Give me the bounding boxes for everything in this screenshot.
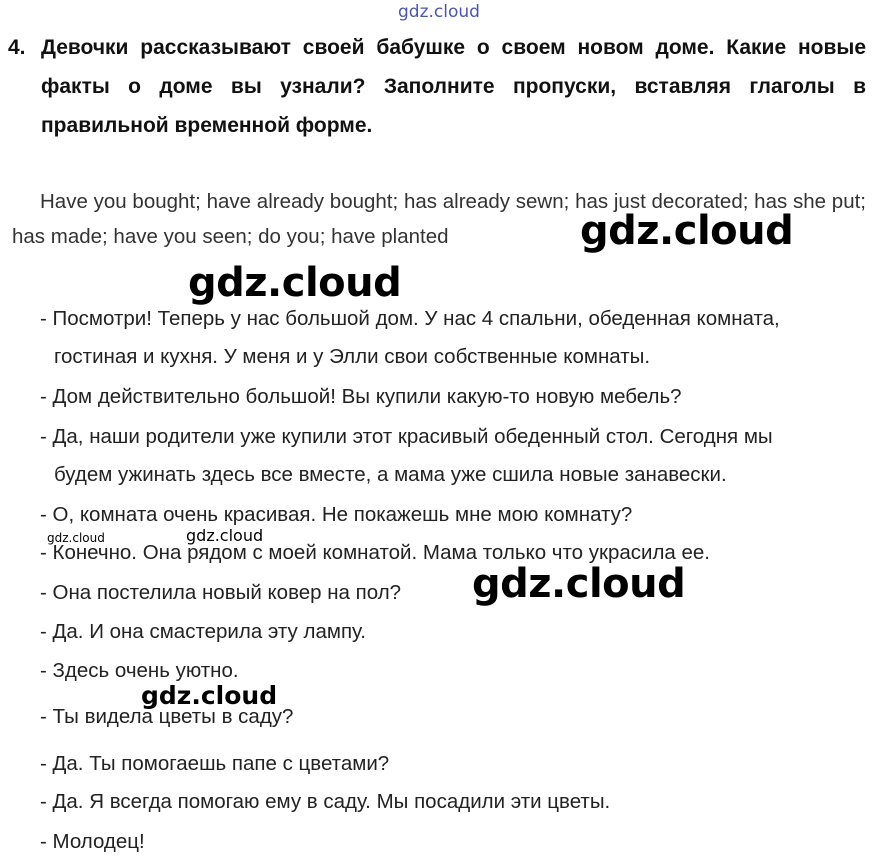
dialog-line <box>40 783 870 821</box>
dialog-line <box>40 496 870 534</box>
dialog-line-text: - Дом действительно большой! Вы купили какую-то новую мебель? <box>40 385 682 408</box>
dialog-line-continuation: будем ужинать здесь все вместе, а мама уже сшила новые занавески. <box>54 463 727 486</box>
dialog-line-text: - Здесь очень уютно. <box>40 659 239 682</box>
watermark-medium: gdz.cloud <box>141 681 278 710</box>
dialog-line <box>40 823 870 861</box>
dialog-line-text: - О, комната очень красивая. Не покажешь мне мою комнату? <box>40 503 633 526</box>
dialog-line-text: - Да. Ты помогаешь папе с цветами? <box>40 752 390 775</box>
dialog-line-text: - Да. Я всегда помогаю ему в саду. Мы посадили эти цветы. <box>40 790 611 813</box>
dialog-line <box>40 418 870 494</box>
verb-options: Have you bought; have already bought; has already sewn; has just decorated; has she put; has made; have you seen; do you; have planted <box>12 190 866 248</box>
dialog-line-text: - Да. И она смастерила эту лампу. <box>40 620 366 643</box>
watermark-top: gdz.cloud <box>398 2 480 22</box>
watermark-large: gdz.cloud <box>472 561 686 607</box>
dialog-line-text: - Молодец! <box>40 830 145 853</box>
dialog-line-text: - Ты видела цветы в саду? <box>40 705 294 728</box>
dialog-line-continuation: гостиная и кухня. У меня и у Элли свои собственные комнаты. <box>54 345 651 368</box>
dialog-line-text: - Конечно. Она рядом с моей комнатой. Мама только что украсила ее. <box>40 541 711 564</box>
dialog-line <box>40 745 870 783</box>
dialog-line <box>40 534 870 572</box>
watermark-large: gdz.cloud <box>580 208 794 254</box>
dialog-line <box>40 378 870 416</box>
dialog-line-text: - Посмотри! Теперь у нас большой дом. У нас 4 спальни, обеденная комната, <box>40 307 780 330</box>
task-block <box>8 28 866 145</box>
task-instruction: Девочки рассказывают своей бабушке о своем новом доме. Какие новые факты о доме вы узнали? Заполните пропуски, вставляя глаголы в правильной временной форме. <box>41 36 866 137</box>
dialog-line-text: - Она постелила новый ковер на пол? <box>40 581 402 604</box>
dialog-line-text: - Да, наши родители уже купили этот красивый обеденный стол. Сегодня мы <box>40 425 773 448</box>
dialog-line <box>40 300 870 376</box>
dialog-line <box>40 613 870 651</box>
watermark-large: gdz.cloud <box>188 260 402 306</box>
dialog-line <box>40 574 870 612</box>
watermark-small: gdz.cloud <box>47 531 105 545</box>
dialog-list <box>40 300 870 861</box>
watermark-small: gdz.cloud <box>186 526 264 545</box>
task-number: 4. <box>8 36 26 59</box>
